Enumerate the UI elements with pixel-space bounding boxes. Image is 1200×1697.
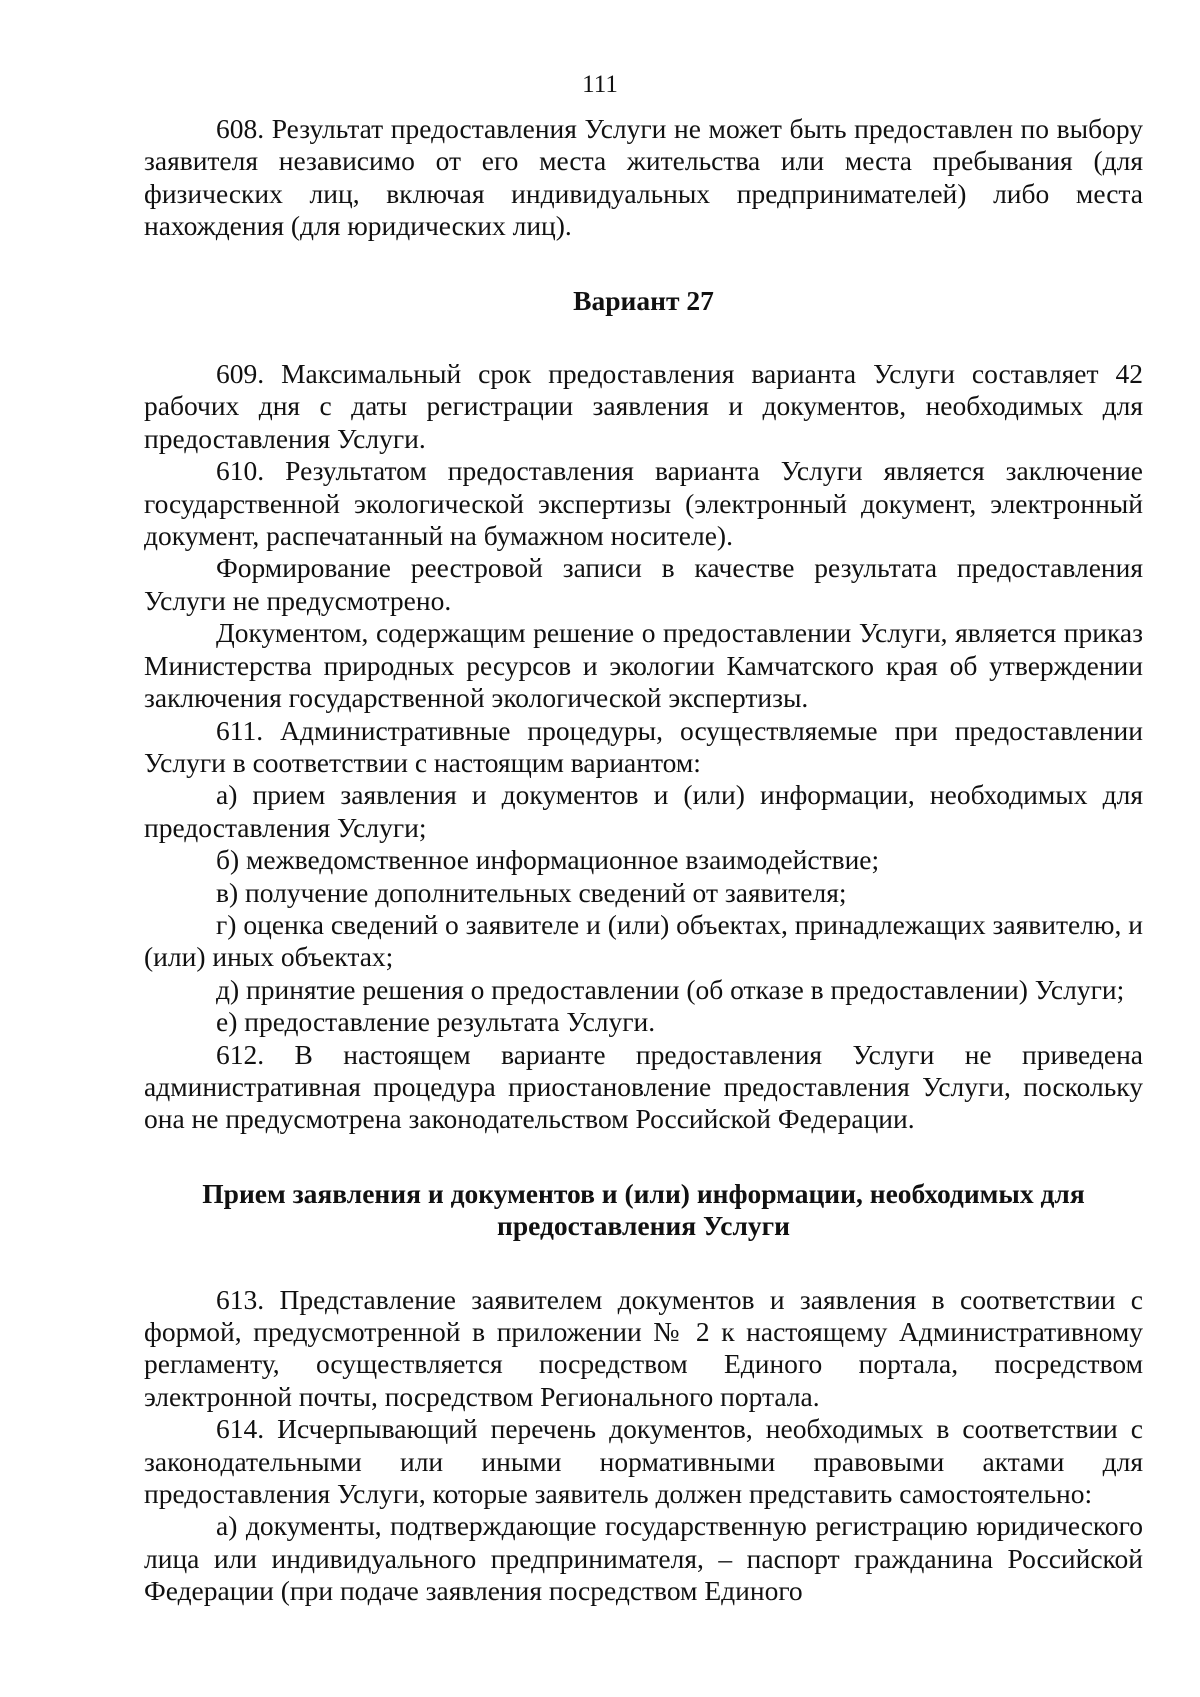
spacer xyxy=(144,1243,1143,1284)
list-item-v: в) получение дополнительных сведений от заявителя; xyxy=(216,876,847,908)
paragraph-registry-record: Формирование реестровой записи в качестве результата предоставления Услуги не предусмотрено. xyxy=(144,552,1143,616)
paragraph-decision-document: Документом, содержащим решение о предоставлении Услуги, является приказ Министерства природных ресурсов и экологии Камчатского края об утверждении заключения государственной экологической экспертизы. xyxy=(144,617,1143,714)
list-item-e: е) предоставление результата Услуги. xyxy=(216,1006,656,1038)
section-heading-variant-27: Вариант 27 xyxy=(573,284,714,316)
page-number: 111 xyxy=(582,71,618,98)
paragraph-613: 613. Представление заявителем документов и заявления в соответствии с формой, предусмотренной в приложении № 2 к настоящему Административному регламенту, осуществляется посредством Единого портала, посредством электронной почты, посредством Регионального портала. xyxy=(144,1283,1143,1412)
paragraph-612: 612. В настоящем варианте предоставления Услуги не приведена административная процедура приостановление предоставления Услуги, поскольку она не предусмотрена законодательством Российской Федерации. xyxy=(144,1038,1143,1135)
list-item-b: б) межведомственное информационное взаимодействие; xyxy=(216,844,880,876)
paragraph-614: 614. Исчерпывающий перечень документов, необходимых в соответствии с законодательными или иными нормативными правовыми актами для предоставления Услуги, которые заявитель должен представить самостоятельно: xyxy=(144,1413,1143,1510)
paragraph-608: 608. Результат предоставления Услуги не может быть предоставлен по выбору заявителя независимо от его места жительства или места пребывания (для физических лиц, включая индивидуальных предпринимателей) либо места нахождения (для юридических лиц). xyxy=(144,113,1143,242)
paragraph-609: 609. Максимальный срок предоставления варианта Услуги составляет 42 рабочих дня с даты регистрации заявления и документов, необходимых для предоставления Услуги. xyxy=(144,358,1143,454)
spacer xyxy=(144,317,1143,358)
spacer xyxy=(144,243,1143,285)
list-item-g: г) оценка сведений о заявителе и (или) объектах, принадлежащих заявителю, и (или) иных объектах; xyxy=(144,908,1143,973)
paragraph-610: 610. Результатом предоставления варианта Услуги является заключение государственной экологической экспертизы (электронный документ, электронный документ, распечатанный на бумажном носителе). xyxy=(144,455,1143,552)
list-item-614-a: а) документы, подтверждающие государственную регистрацию юридического лица или индивидуального предпринимателя, – паспорт гражданина Российской Федерации (при подаче заявления посредством Единого xyxy=(144,1510,1143,1607)
spacer xyxy=(144,1136,1143,1178)
section-heading-application-intake: Прием заявления и документов и (или) информации, необходимых для предоставления Услуги xyxy=(202,1177,1085,1242)
document-body xyxy=(144,113,1143,1608)
list-item-a: а) прием заявления и документов и (или) информации, необходимых для предоставления Услуги; xyxy=(144,779,1143,843)
list-item-d: д) принятие решения о предоставлении (об отказе в предоставлении) Услуги; xyxy=(216,973,1125,1005)
paragraph-611: 611. Административные процедуры, осуществляемые при предоставлении Услуги в соответствии с настоящим вариантом: xyxy=(144,714,1143,778)
